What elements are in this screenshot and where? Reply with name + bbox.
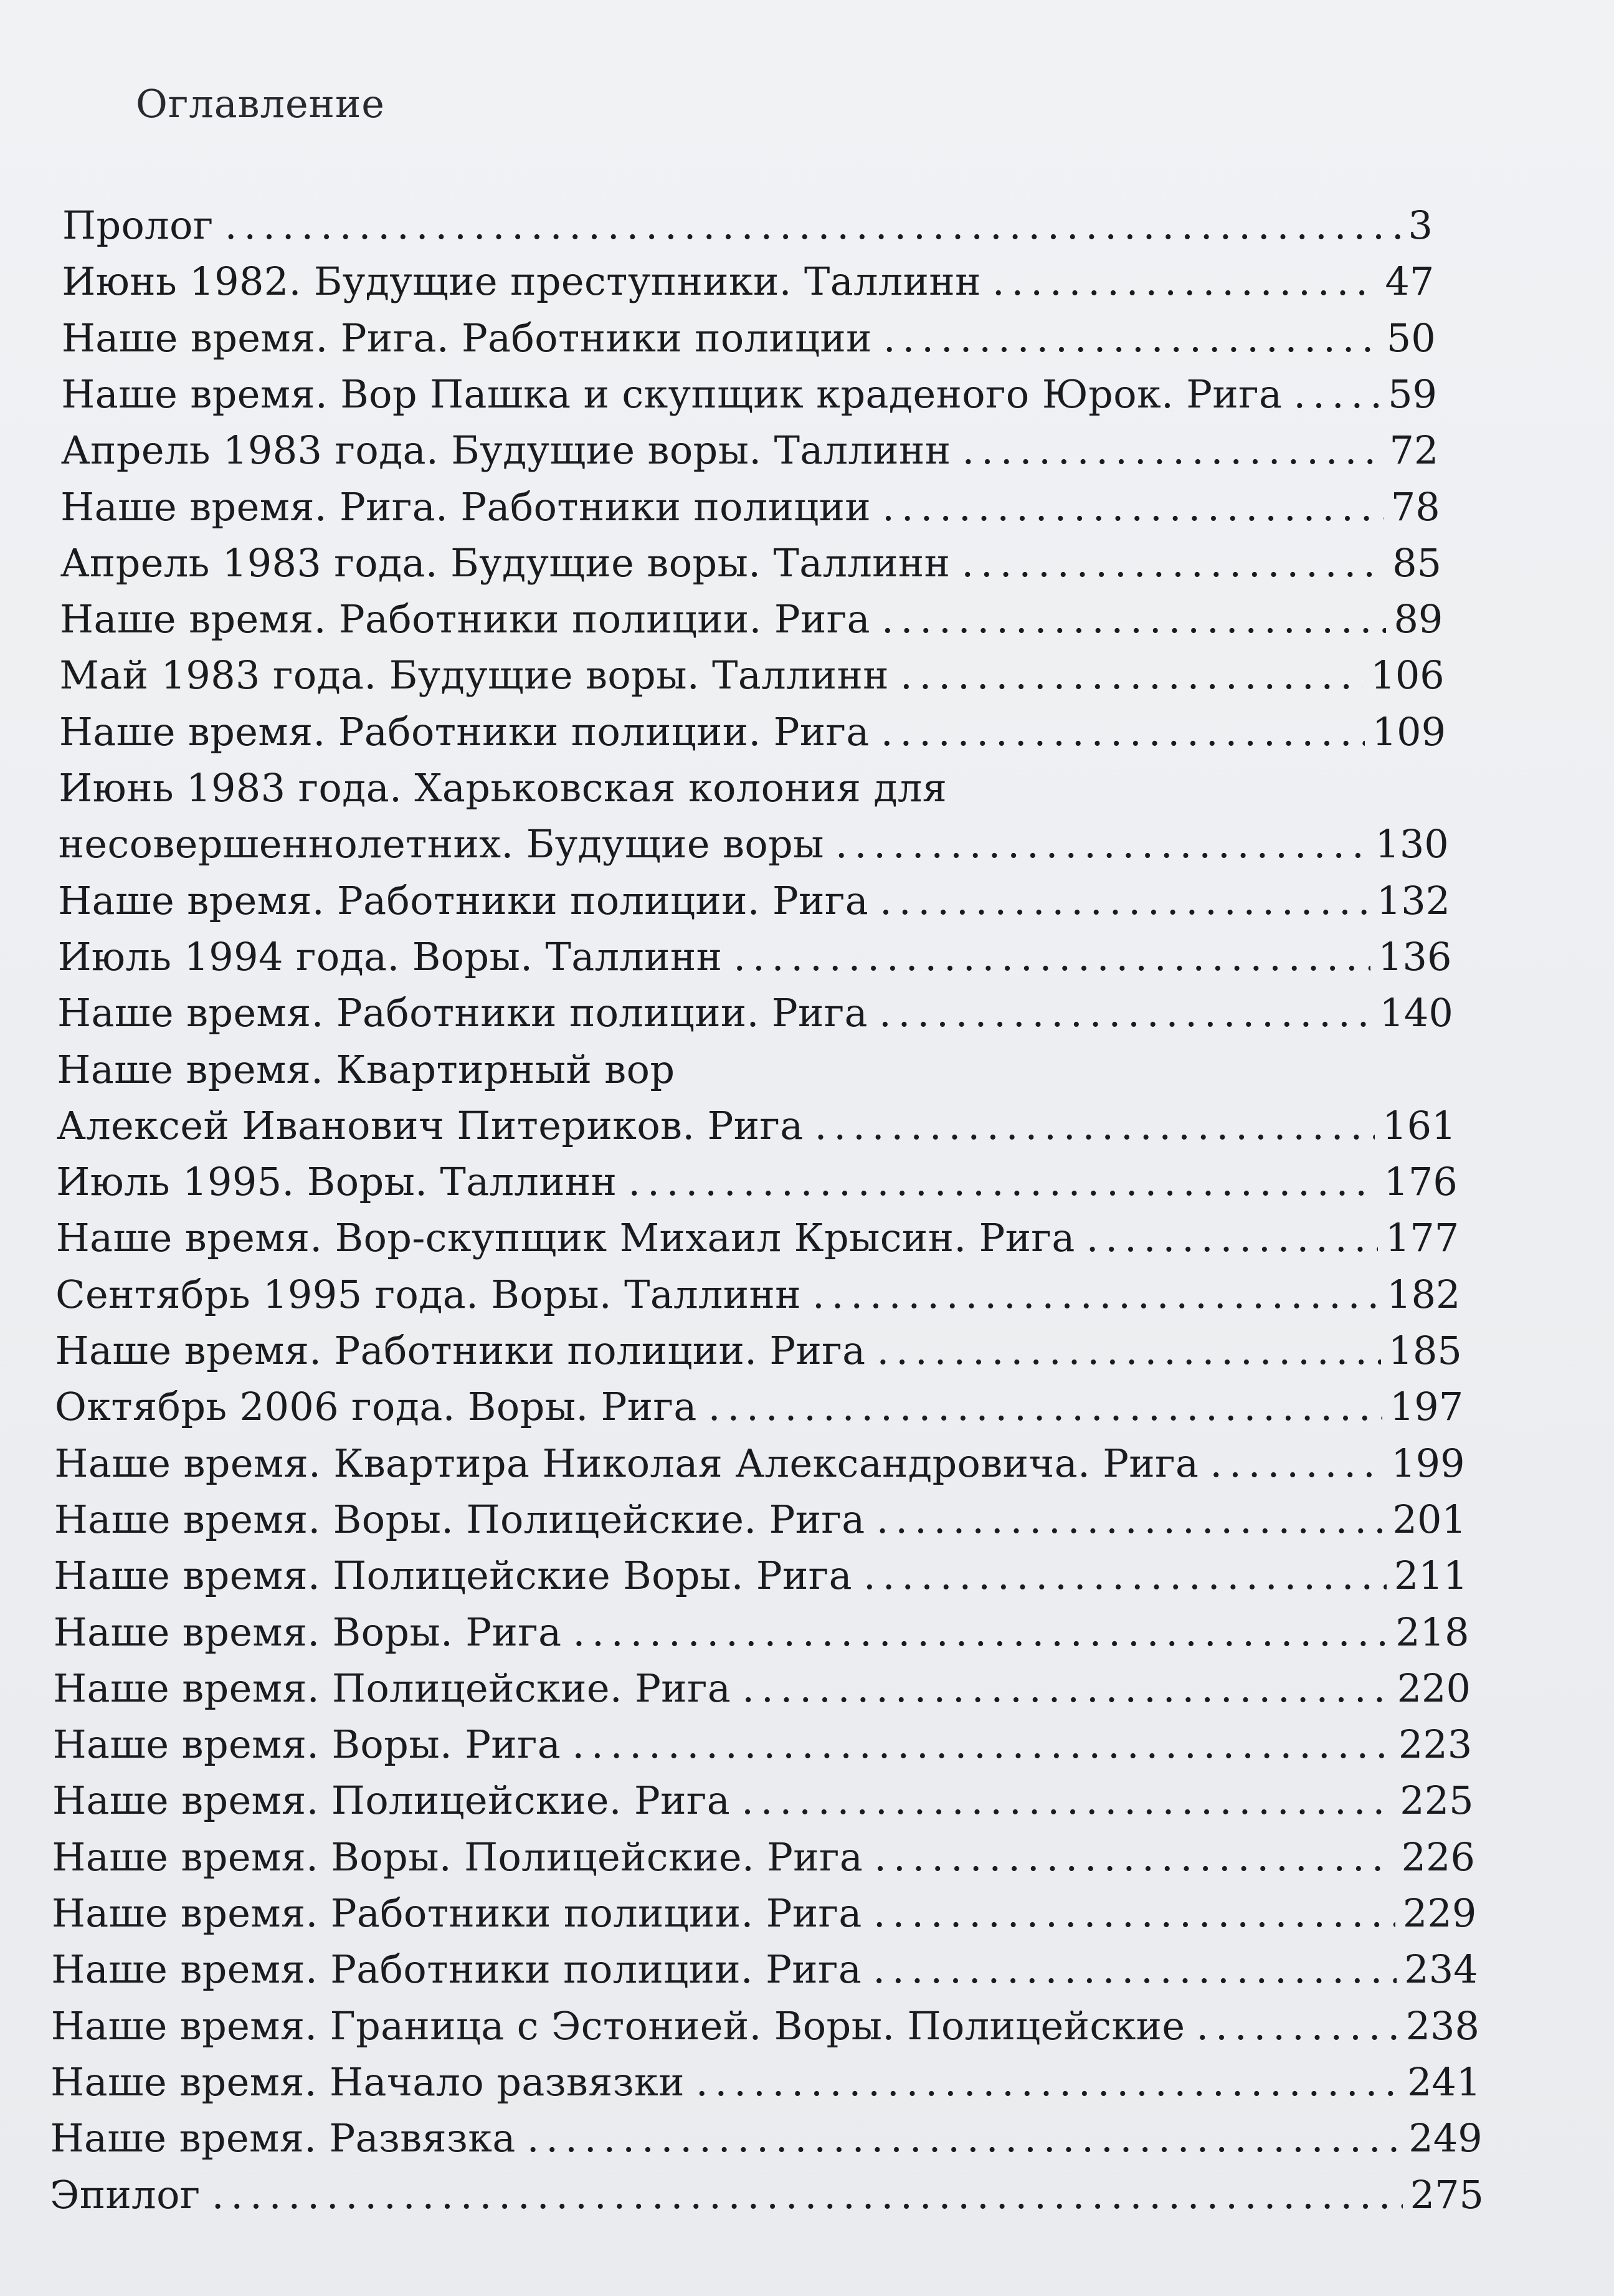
toc-entry-title: Наше время. Вор-скупщик Михаил Крысин. Рига [55,1215,1075,1261]
toc-entry-page-number: 89 [1393,596,1443,642]
toc-entry-title: Июнь 1983 года. Харьковская колония для [59,765,947,811]
toc-entry-page-number: 241 [1407,2059,1481,2105]
toc-entry-page-number: 234 [1404,1946,1478,1993]
toc-entry-title: Наше время. Развязка [50,2115,516,2161]
toc-entry [58,876,1450,926]
toc-entry-page-number: 185 [1388,1328,1462,1373]
toc-entry-title: Май 1983 года. Будущие воры. Таллинн [59,652,889,698]
dot-leader [962,426,1382,475]
toc-entry [57,1045,1455,1095]
toc-entry-title: Эпилог [50,2171,201,2217]
dot-leader [212,2170,1403,2220]
toc-entry-title: Наше время. Вор Пашка и скупщик краденого Юрок. Рига [61,371,1283,417]
dot-leader [733,932,1370,982]
dot-leader [835,819,1368,869]
toc-entry [50,2057,1481,2107]
dot-leader [882,482,1384,532]
toc-entry-title: несовершеннолетних. Будущие воры [58,821,824,867]
toc-entry-page-number: 3 [1408,202,1433,248]
dot-leader [961,538,1385,588]
toc-entry [59,763,1447,813]
dot-leader [879,988,1372,1038]
toc-entry [53,1664,1471,1713]
toc-entry [50,2113,1483,2163]
toc-entry [54,1551,1468,1601]
toc-entry-title: Наше время. Работники полиции. Рига [57,990,868,1036]
toc-entry [62,257,1434,307]
toc-entry-title: Наше время. Квартирный вор [57,1046,675,1092]
toc-entry [53,1720,1473,1770]
toc-entry-page-number: 161 [1382,1102,1456,1148]
toc-entry-page-number: 275 [1410,2171,1484,2217]
toc-entry [60,594,1443,644]
toc-entry-title: Наше время. Воры. Полицейские. Рига [54,1496,865,1542]
toc-entry-page-number: 177 [1385,1215,1460,1261]
toc-entry-page-number: 229 [1402,1890,1477,1936]
toc-entry [61,369,1437,419]
toc-entry-page-number: 130 [1375,821,1449,867]
dot-leader [1210,1439,1384,1489]
toc-entry-title: Наше время. Граница с Эстонией. Воры. Полицейские [50,2003,1185,2049]
toc-entry [54,1439,1464,1489]
dot-leader [876,1495,1385,1545]
toc-entry [59,650,1444,700]
toc-entry [52,1832,1475,1882]
toc-entry-page-number: 72 [1389,427,1439,474]
toc-entry-page-number: 220 [1397,1665,1471,1711]
toc-entry-title: Наше время. Работники полиции. Рига [51,1946,862,1993]
toc-entry-page-number: 50 [1386,315,1436,361]
toc-entry-title: Наше время. Рига. Работники полиции [61,315,872,361]
toc-entry-title: Алексей Иванович Питериков. Рига [56,1102,804,1148]
toc-entry-page-number: 176 [1384,1159,1458,1205]
dot-leader [880,876,1369,926]
toc-entry [57,1101,1456,1151]
toc-entry-page-number: 218 [1395,1609,1469,1655]
toc-entry [59,707,1446,757]
toc-entry-title: Наше время. Воры. Рига [53,1609,562,1655]
dot-leader [992,257,1378,307]
dot-leader [863,1551,1387,1601]
toc-entry [56,1213,1459,1263]
toc-entry [55,1270,1460,1320]
toc-entry-page-number: 211 [1393,1553,1468,1599]
toc-entry [57,988,1453,1038]
toc-entry-title: Наше время. Квартира Николая Александровича. Рига [54,1440,1199,1486]
toc-entry-page-number: 106 [1370,652,1445,698]
dot-leader [873,1889,1395,1938]
toc-entry [62,201,1433,250]
toc-entry [60,482,1440,532]
toc-entry-title: Наше время. Рига. Работники полиции [60,483,871,530]
dot-leader [815,1101,1375,1151]
toc-entry-page-number: 140 [1379,990,1453,1036]
dot-leader [225,201,1401,250]
dot-leader [881,594,1387,644]
toc-entry [58,932,1452,982]
toc-entry-page-number: 109 [1372,708,1446,755]
toc-entry [61,426,1439,475]
toc-entry [54,1608,1469,1657]
dot-leader [812,1270,1379,1320]
toc-entry-title: Наше время. Полицейские. Рига [53,1665,731,1711]
dot-leader [1293,369,1380,419]
toc-entry-page-number: 238 [1405,2003,1479,2049]
toc-entry-page-number: 226 [1401,1834,1475,1880]
toc-entry-page-number: 85 [1392,540,1442,586]
toc-entry [54,1495,1466,1545]
toc-entry-title: Наше время. Работники полиции. Рига [51,1890,862,1936]
dot-leader [874,1832,1393,1882]
toc-entry-title: Сентябрь 1995 года. Воры. Таллинн [55,1271,801,1317]
dot-leader [742,1664,1389,1713]
toc-entry-title: Наше время. Работники полиции. Рига [59,708,870,755]
toc-entry-page-number: 132 [1376,877,1451,923]
toc-entry-title: Пролог [62,202,214,248]
toc-entry-page-number: 199 [1391,1440,1465,1486]
toc-entry [50,2170,1484,2220]
toc-entry [59,819,1449,869]
toc-entry [51,1945,1478,1994]
dot-leader [900,650,1363,700]
dot-leader [1086,1213,1378,1263]
toc-entry-title: Октябрь 2006 года. Воры. Рига [55,1384,697,1430]
toc-entry-page-number: 182 [1387,1271,1461,1317]
toc-entry-title: Наше время. Работники полиции. Рига [60,596,870,642]
dot-leader [572,1608,1388,1657]
toc-entry-title: Апрель 1983 года. Будущие воры. Таллинн [60,427,951,474]
toc-entry [56,1157,1458,1207]
dot-leader [572,1720,1391,1770]
toc-entry [60,538,1441,588]
dot-leader [877,1326,1381,1376]
dot-leader [628,1157,1376,1207]
toc-entry-title: Наше время. Воры. Полицейские. Рига [52,1834,863,1880]
toc-entry-page-number: 249 [1408,2115,1483,2161]
toc-entry-title: Наше время. Работники полиции. Рига [58,877,869,923]
toc-entry-page-number: 225 [1400,1778,1474,1824]
toc-entry-title: Июль 1995. Воры. Таллинн [56,1159,617,1205]
toc-entry-page-number: 223 [1398,1722,1473,1768]
dot-leader [1196,2001,1398,2051]
dot-leader [741,1776,1392,1826]
dot-leader [873,1945,1397,1994]
toc-entry-title: Апрель 1983 года. Будущие воры. Таллинн [60,540,951,586]
toc-entry-page-number: 197 [1389,1384,1464,1430]
toc-entry-title: Июль 1994 года. Воры. Таллинн [57,933,723,979]
toc-entry [62,313,1436,363]
toc-entry-title: Июнь 1982. Будущие преступники. Таллинн [62,259,981,305]
toc-entry-page-number: 47 [1385,259,1435,305]
toc-entry [55,1326,1462,1376]
toc-entry-page-number: 59 [1388,371,1438,417]
toc-entry-title: Наше время. Работники полиции. Рига [55,1328,866,1373]
dot-leader [696,2057,1400,2107]
toc-entry-title: Наше время. Начало развязки [50,2059,685,2105]
toc-entry [52,1889,1476,1938]
toc-entry-title: Наше время. Полицейские. Рига [52,1778,731,1824]
dot-leader [883,313,1379,363]
page-title: Оглавление [136,81,385,126]
dot-leader [708,1382,1382,1432]
dot-leader [881,707,1365,757]
toc-entry-page-number: 78 [1390,483,1440,530]
toc-entry-title: Наше время. Воры. Рига [52,1722,561,1768]
toc-entry [55,1382,1463,1432]
toc-entry-page-number: 201 [1392,1496,1466,1542]
dot-leader [527,2113,1402,2163]
toc-entry [51,2001,1479,2051]
toc-entry-page-number: 136 [1378,933,1452,979]
toc-entry-title: Наше время. Полицейские Воры. Рига [54,1553,853,1599]
toc-entry [52,1776,1474,1826]
